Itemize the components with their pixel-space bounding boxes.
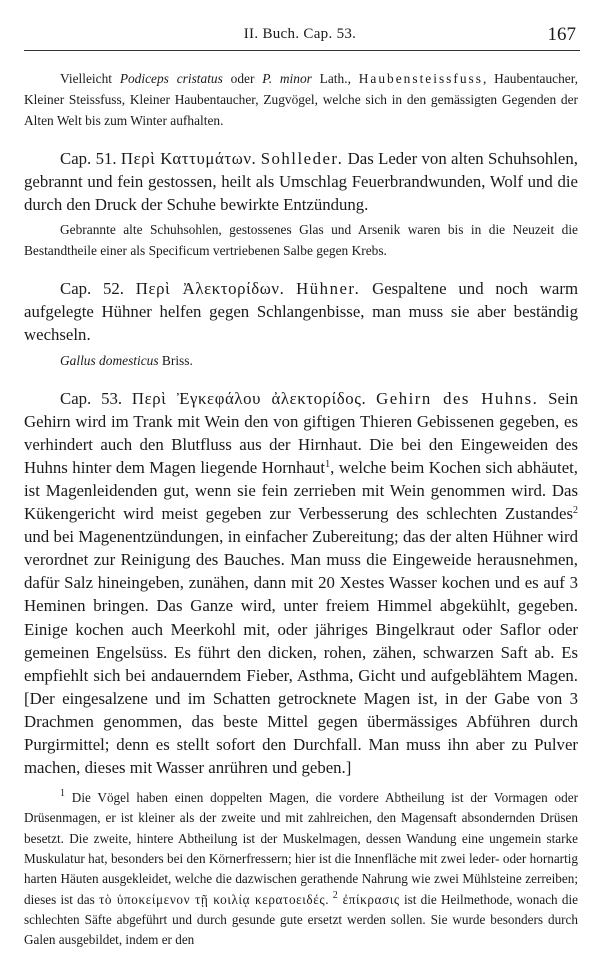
running-title: II. Buch. Cap. 53. — [243, 26, 357, 42]
greek-title: Περὶ Ἐγκεφάλου ἀλεκτορίδος. — [131, 388, 367, 408]
chapter-53 — [24, 387, 578, 780]
chapter-52-note — [24, 350, 578, 371]
chapter-number: Cap. 53. — [60, 388, 123, 408]
chapter-title: Gehirn des Huhns. — [376, 388, 539, 408]
chapter-text: Das Leder von alten Schuhsohlen, gebrannt und fein gestossen, heilt als Umschlag Feuerbrandwunden, Wolf und die durch den Druck der Schuhe bewirkte Entzündung. — [24, 149, 578, 215]
footnote-ref[interactable]: 2 — [573, 505, 578, 517]
chapter-52 — [24, 277, 578, 346]
footnote-text: ist die Heilmethode, wonach die schlechten Säfte abgeführt und durch gesunde gute ersetzt werden sollen. Sie wurde besonders durch Galen ausgebildet, indem er den — [24, 891, 578, 948]
chapter-text: Sein Gehirn wird im Trank mit Wein den von giftigen Thieren Gebissenen gegeben, es verhindert auch den Blutfluss aus der Hirnhaut. Die bei den Eingeweiden des Huhns hinter dem Magen liegende Hornhaut — [24, 388, 579, 477]
note-text: , Haubentaucher, Kleiner Steissfuss, Kleiner Haubentaucher, Zugvögel, welche sich in den gemässigten Gegenden der Alten Welt bis zum Winter aufhalten. — [24, 71, 578, 128]
chapter-text: und bei Magenentzündungen, in einfacher Zubereitung; das der alten Hühner wird verordnet zur Reinigung des Bauches. Man muss die Eingeweide herausnehmen, dafür Salz hineingeben, zunähen, dann mit 20 Xestes Wasser kochen und es auf 3 Heminen bringen. Das Ganze wird, unter freiem Himmel abgekühlt, gegeben. Einige kochen auch Meerkohl mit, oder jähriges Bingelkraut oder Saflor oder gemeinen Engelsüss. Es führt den dicken, rohen, zähen, schwarzen Saft ab. Es empfiehlt sich bei andauerndem Fieber, Asthma, Gicht und aufgeblähtem Magen. [Der eingesalzene und im Schatten getrocknete Magen ist, in der Gabe von 3 Drachmen genommen, das beste Mittel gegen übermässiges Abführen durch Purgirmittel; denn es stellt sofort den Durchfall. Man muss ihn aber zu Pulver machen, dieses mit Wasser anrühren und geben.] — [24, 527, 578, 778]
footnote-text: Die Vögel haben einen doppelten Magen, die vordere Abtheilung ist der Vormagen oder Drüsenmagen, er ist kleiner als der zweite und mit zahlreichen, den Magensaft absondernden Drüsen besetzt. Die zweite, hintere Abtheilung ist der Muskelmagen, dessen Wandung eine ungemein starke Muskulatur hat, besonders bei den Körnerfressern; hier ist die Innenfläche mit zwei leder- oder hornartig harten Häuten ausgekleidet, welche die dazwischen gerathende Nahrung wie zwei Mühlsteine zerreiben; dieses ist das — [24, 790, 578, 907]
footnote-text: . — [325, 891, 333, 907]
greek-title: Περὶ Ἀλεκτορίδων. — [135, 279, 285, 299]
chapter-51 — [24, 147, 578, 216]
footnote-ref[interactable]: 1 — [325, 458, 331, 470]
greek-phrase: ἐπίκρασις — [337, 891, 400, 907]
footnote-mark: 2 — [332, 889, 338, 901]
chapter-51-note: Gebrannte alte Schuhsohlen, gestossenes Glas und Arsenik waren bis in die Neuzeit die Bestandtheile einer als Specificum vertriebenen Salbe gegen Krebs. — [24, 222, 578, 259]
page-body — [24, 68, 578, 964]
running-head — [0, 26, 600, 48]
taxon-name: P. minor — [262, 71, 312, 86]
note-text: Lath., — [311, 71, 359, 86]
page-number: 167 — [547, 24, 576, 45]
greek-title: Περὶ Καττυμάτων. — [120, 149, 257, 168]
footnote-mark: 1 — [60, 788, 65, 800]
chapter-number: Cap. 52. — [60, 279, 124, 299]
greek-phrase: τὸ ὑποκείμενον τῇ κοιλίᾳ κερατοειδές — [98, 891, 326, 907]
common-name: Haubensteissfuss — [358, 71, 483, 86]
note-text: Briss. — [158, 352, 193, 368]
chapter-title: Hühner. — [296, 279, 361, 299]
note-text: oder — [222, 71, 263, 86]
taxon-name: Podiceps cristatus — [119, 71, 223, 86]
header-rule — [24, 50, 580, 51]
note-top — [24, 68, 578, 131]
taxon-name: Gallus domesticus — [60, 352, 159, 368]
chapter-title: Sohlleder. — [260, 149, 344, 168]
note-text: Vielleicht — [60, 71, 120, 86]
chapter-text: , welche beim Kochen sich abhäutet, ist Magenleidenden gut, wenn sie fein zerrieben mit Wein genommen wird. Das Kükengericht wird meist gegeben zur Verbesserung des schlechten Zustandes — [24, 457, 578, 524]
chapter-text: Gespaltene und noch warm aufgelegte Hühner helfen gegen Schlangenbisse, man muss sie aber beständig wechseln. — [24, 279, 579, 345]
chapter-number: Cap. 51. — [60, 149, 117, 168]
footnotes — [24, 788, 578, 950]
